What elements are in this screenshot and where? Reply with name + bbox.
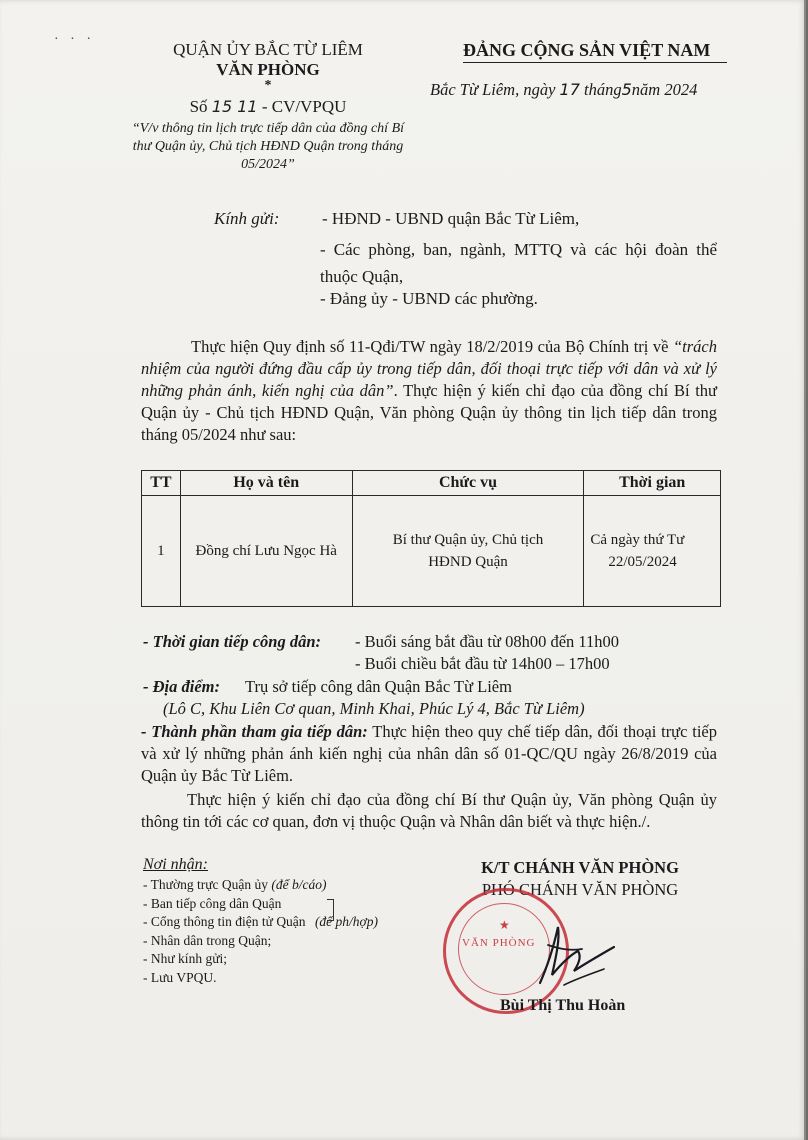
- issuer-name: QUẬN ỦY BẮC TỪ LIÊM: [173, 40, 363, 59]
- recipient-2: - Các phòng, ban, ngành, MTTQ và các hội đoàn thể thuộc Quận,: [320, 240, 717, 286]
- seal-star-icon: ★: [499, 918, 510, 932]
- signer-name: Bùi Thị Thu Hoàn: [500, 997, 626, 1014]
- doc-number-prefix: Số: [189, 97, 208, 116]
- signature-title: K/T CHÁNH VĂN PHÒNG: [481, 858, 679, 877]
- handwritten-signature: [518, 905, 638, 1005]
- table-row: [142, 496, 721, 607]
- location-address: (Lô C, Khu Liên Cơ quan, Minh Khai, Phúc Lý 4, Bắc Từ Liêm): [163, 699, 585, 718]
- list-item: - Lưu VPQU.: [143, 969, 217, 985]
- closing-paragraph: Thực hiện ý kiến chỉ đạo của đồng chí Bí thư Quận ủy, Văn phòng Quận ủy thông tin tới các cơ quan, đơn vị thuộc Quận và Nhân dân biết và thực hiện./.: [141, 790, 717, 831]
- cell-time-line1: Cả ngày thứ Tư: [590, 532, 685, 548]
- schedule-afternoon: - Buổi chiều bắt đầu từ 14h00 – 17h00: [355, 654, 610, 673]
- recipients-label: Kính gửi:: [214, 209, 280, 228]
- distribution-item-1: - Thường trực Quận ủy: [143, 877, 269, 892]
- distribution-list: [143, 876, 378, 987]
- doc-number-suffix: - CV/VPQU: [261, 97, 347, 116]
- header-tt: TT: [142, 471, 181, 496]
- list-item: - Ban tiếp công dân Quận: [143, 895, 282, 911]
- date-year: năm 2024: [631, 80, 698, 99]
- cell-name: Đồng chí Lưu Ngọc Hà: [180, 496, 352, 607]
- document-date: [430, 80, 697, 100]
- participants-text: Thực hiện theo quy chế tiếp dân, đối thoại trực tiếp và xử lý những phản ánh kiến nghị của nhân dân số 01-QC/QU ngày 26/8/2019 của Quận ủy Bắc Từ Liêm.: [141, 722, 717, 785]
- page-edge: [804, 0, 806, 1140]
- schedule-morning: - Buổi sáng bắt đầu từ 08h00 đến 11h00: [355, 632, 620, 651]
- date-prefix: Bắc Từ Liêm, ngày: [430, 80, 556, 99]
- participants-label: - Thành phần tham gia tiếp dân:: [141, 722, 368, 741]
- punch-dots: · · ·: [54, 32, 95, 47]
- signature-subtitle: PHÓ CHÁNH VĂN PHÒNG: [481, 880, 679, 899]
- date-month-handwritten: 5: [621, 80, 632, 99]
- doc-number-handwritten: 15 11: [211, 97, 258, 116]
- document-number: [163, 97, 373, 117]
- body-text-b: . Thực hiện ý kiến chỉ đạo của đồng chí Bí thư Quận ủy - Chủ tịch HĐND Quận, Văn phòng Quận ủy thông tin lịch tiếp dân trong tháng 05/2024 như sau:: [141, 381, 717, 444]
- seal-text: VĂN PHÒNG: [462, 937, 536, 949]
- schedule-table: [141, 470, 721, 607]
- issuer-star: *: [264, 78, 272, 93]
- location-label: - Địa điểm:: [143, 677, 220, 696]
- body-quote: “trách nhiệm của người đứng đầu cấp ủy trong tiếp dân, đối thoại trực tiếp với dân và xử lý những phản ánh, kiến nghị của dân”: [141, 337, 717, 400]
- national-header: ĐẢNG CỘNG SẢN VIỆT NAM: [463, 40, 711, 60]
- header-name: Họ và tên: [180, 471, 352, 496]
- participants-paragraph: [141, 721, 717, 787]
- document-subject: “V/v thông tin lịch trực tiếp dân của đồng chí Bí thư Quận ủy, Chủ tịch HĐND Quận trong tháng 05/2024”: [131, 121, 405, 172]
- list-item: [143, 913, 378, 932]
- cell-time-line2: 22/05/2024: [608, 554, 677, 570]
- body-paragraph: [141, 336, 717, 446]
- cell-time: [584, 496, 721, 607]
- recipient-1: - HĐND - UBND quận Bắc Từ Liêm,: [322, 209, 580, 228]
- date-day-handwritten: 17: [559, 80, 580, 99]
- body-text-a: Thực hiện Quy định số 11-Qđi/TW ngày 18/2/2019 của Bộ Chính trị về: [191, 337, 673, 356]
- list-item: - Như kính gửi;: [143, 951, 228, 966]
- distribution-note-1: (để b/cáo): [271, 877, 327, 892]
- recipient-3: - Đảng ủy - UBND các phường.: [320, 289, 538, 308]
- table-header-row: [142, 471, 721, 496]
- schedule-label: - Thời gian tiếp công dân:: [143, 632, 321, 651]
- distribution-bracket: [327, 899, 334, 921]
- list-item: [143, 876, 378, 895]
- national-header-underline: [463, 62, 727, 63]
- list-item: - Nhân dân trong Quận;: [143, 932, 272, 948]
- distribution-note-3: (để ph/hợp): [314, 914, 379, 929]
- distribution-item-3: - Cổng thông tin điện tử Quận: [143, 914, 306, 929]
- header-role: Chức vụ: [352, 471, 584, 496]
- cell-role: Bí thư Quận ủy, Chủ tịch HĐND Quận: [352, 496, 584, 607]
- issuer-office: VĂN PHÒNG: [216, 60, 320, 79]
- header-time: Thời gian: [584, 471, 721, 496]
- location-name: Trụ sở tiếp công dân Quận Bắc Từ Liêm: [245, 677, 512, 696]
- distribution-title: Nơi nhận:: [143, 856, 208, 873]
- date-month-label: tháng: [584, 80, 622, 99]
- cell-tt: 1: [142, 496, 181, 607]
